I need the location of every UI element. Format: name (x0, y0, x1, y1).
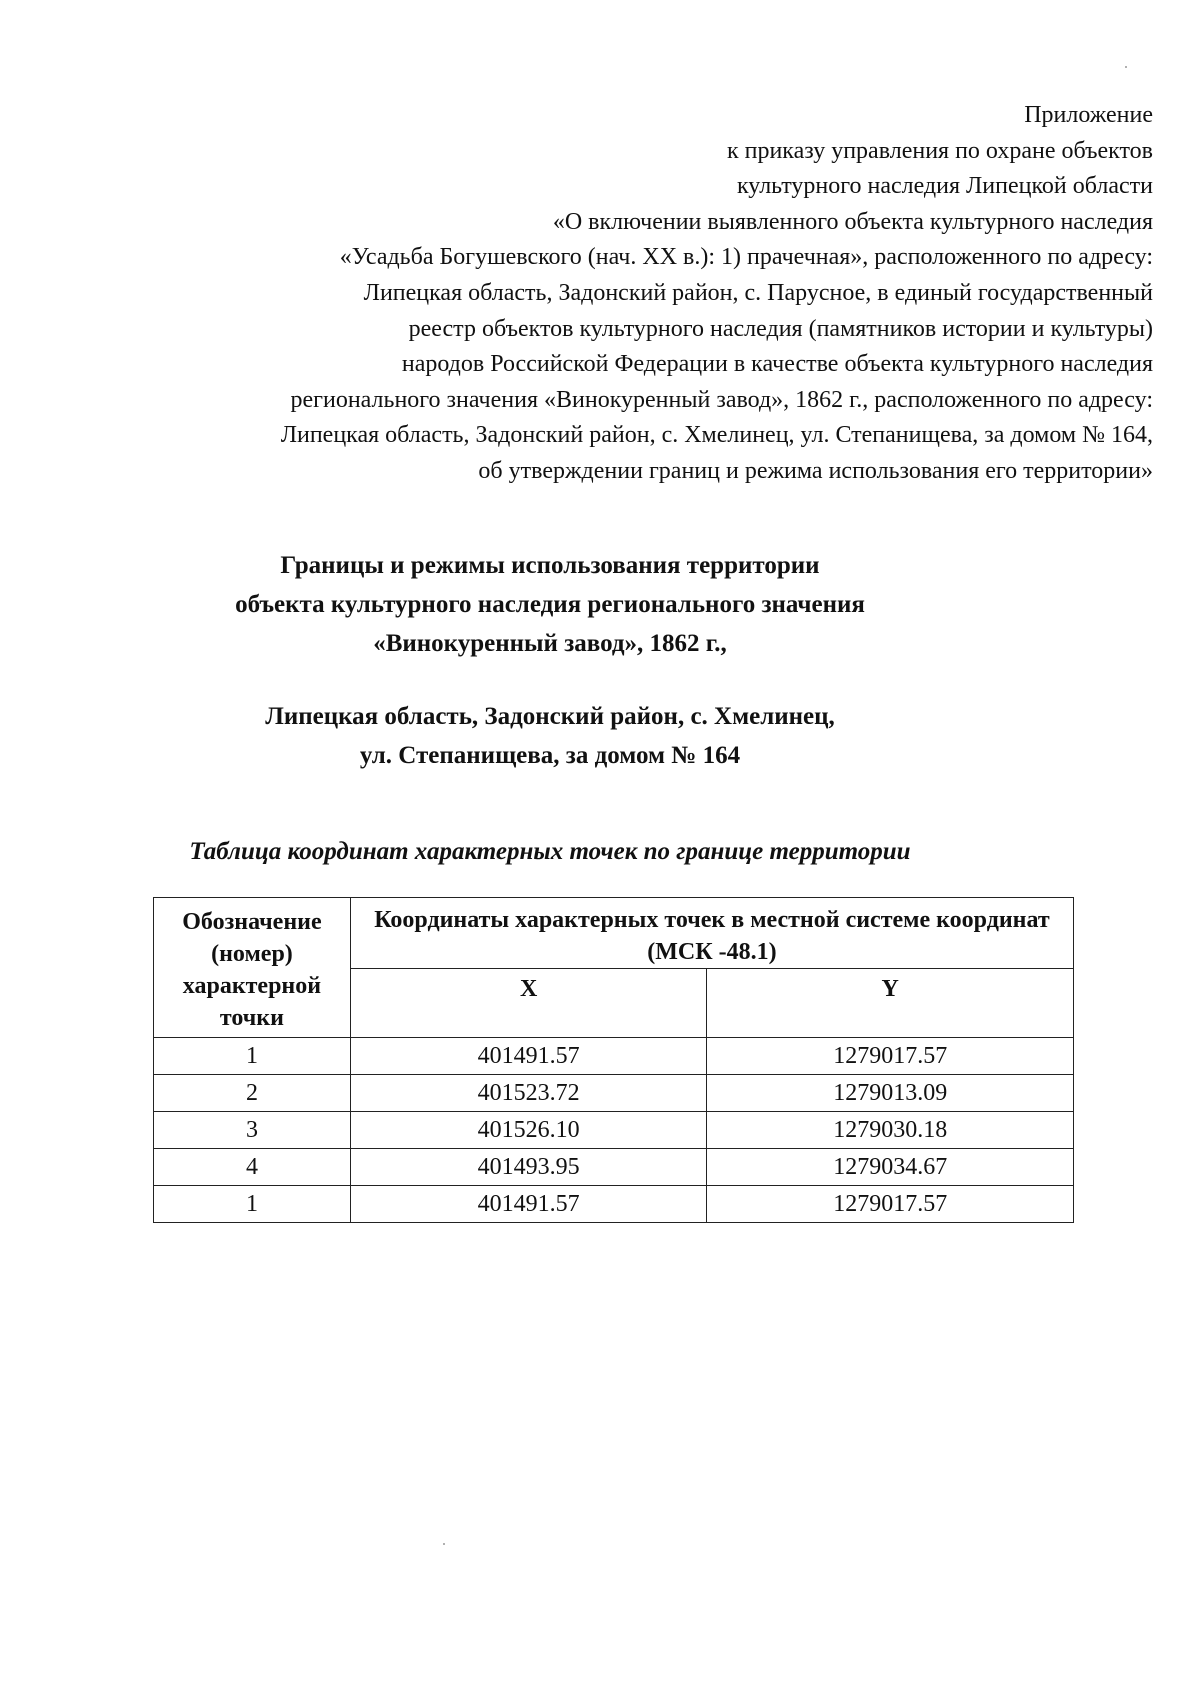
appendix-line: «Усадьба Богушевского (нач. XX в.): 1) прачечная», расположенного по адресу: (339, 244, 1153, 271)
cell-point: 3 (154, 1112, 351, 1149)
table-header-row (154, 898, 1074, 969)
appendix-line: культурного наследия Липецкой области (736, 173, 1153, 200)
scan-speck (443, 1543, 445, 1545)
coordinates-table (153, 897, 1074, 1223)
cell-x: 401526.10 (350, 1112, 707, 1149)
appendix-header (173, 98, 1153, 490)
header-y: Y (707, 969, 1074, 1038)
cell-point: 2 (154, 1075, 351, 1112)
appendix-line: реестр объектов культурного наследия (памятников истории и культуры) (408, 315, 1153, 342)
scan-speck (1125, 66, 1127, 68)
cell-x: 401493.95 (350, 1149, 707, 1186)
address-line: ул. Степанищева, за домом № 164 (359, 742, 741, 769)
table-row (154, 1186, 1074, 1223)
appendix-line: Приложение (1024, 102, 1153, 128)
cell-point: 1 (154, 1186, 351, 1223)
header-x: X (350, 969, 707, 1038)
cell-y: 1279013.09 (707, 1075, 1074, 1112)
appendix-line: регионального значения «Винокуренный завод», 1862 г., расположенного по адресу: (290, 386, 1153, 413)
appendix-line: Липецкая область, Задонский район, с. Хмелинец, ул. Степанищева, за домом № 164, (280, 422, 1153, 449)
title-line: Границы и режимы использования территории (280, 552, 820, 579)
table-row (154, 1149, 1074, 1186)
table-caption: Таблица координат характерных точек по границе территории (189, 838, 911, 865)
cell-x: 401491.57 (350, 1186, 707, 1223)
cell-point: 4 (154, 1149, 351, 1186)
cell-x: 401523.72 (350, 1075, 707, 1112)
table-row (154, 1112, 1074, 1149)
cell-x: 401491.57 (350, 1038, 707, 1075)
cell-y: 1279017.57 (707, 1038, 1074, 1075)
title-line: объекта культурного наследия регионального значения (235, 591, 865, 618)
address-line: Липецкая область, Задонский район, с. Хмелинец, (265, 703, 835, 730)
object-address (0, 697, 1150, 775)
cell-y: 1279017.57 (707, 1186, 1074, 1223)
table-row (154, 1038, 1074, 1075)
header-point-designation: Обозначение (номер) характерной точки (154, 898, 351, 1038)
appendix-line: к приказу управления по охране объектов (726, 137, 1153, 164)
table-row (154, 1075, 1074, 1112)
appendix-line: «О включении выявленного объекта культурного наследия (552, 208, 1153, 235)
appendix-line: Липецкая область, Задонский район, с. Парусное, в единый государственный (363, 279, 1153, 306)
appendix-line: об утверждении границ и режима использования его территории» (478, 457, 1153, 484)
cell-point: 1 (154, 1038, 351, 1075)
cell-y: 1279030.18 (707, 1112, 1074, 1149)
header-coordinates: Координаты характерных точек в местной системе координат (МСК -48.1) (350, 898, 1073, 969)
cell-y: 1279034.67 (707, 1149, 1074, 1186)
title-line: «Винокуренный завод», 1862 г., (373, 630, 727, 657)
document-title (0, 546, 1150, 663)
appendix-line: народов Российской Федерации в качестве объекта культурного наследия (401, 351, 1153, 378)
